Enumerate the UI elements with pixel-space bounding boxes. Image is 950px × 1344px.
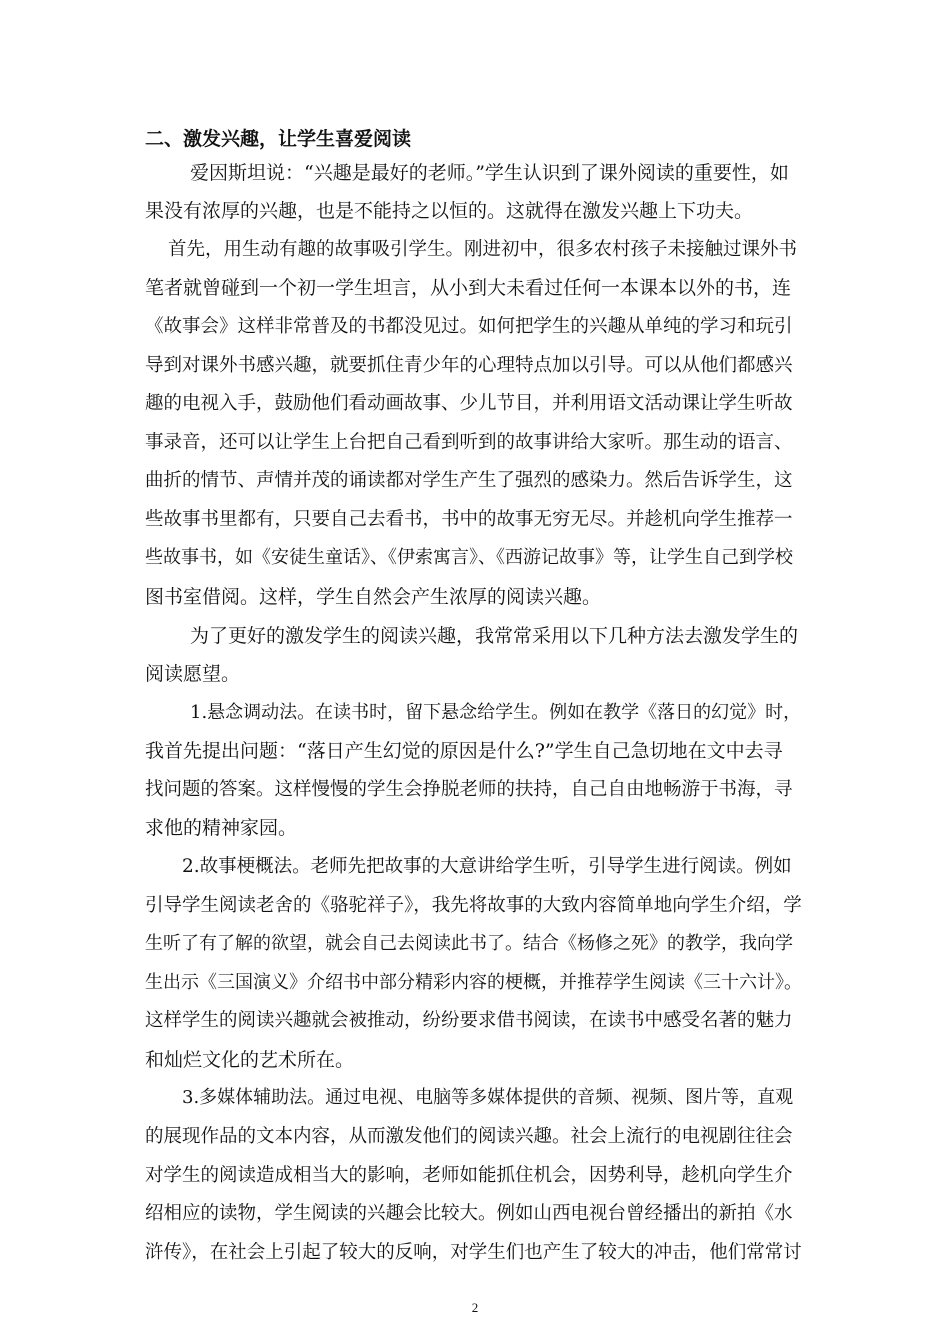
paragraph-line: 浒传》，在社会上引起了较大的反响，对学生们也产生了较大的冲击，他们常常讨 — [145, 1242, 802, 1263]
paragraph-line: 阅读愿望。 — [145, 663, 241, 685]
paragraph-line: 我首先提出问题：“落日产生幻觉的原因是什么?”学生自己急切地在文中去寻 — [145, 740, 783, 762]
paragraph-line: 2.故事梗概法。老师先把故事的大意讲给学生听，引导学生进行阅读。例如 — [182, 856, 792, 877]
paragraph-line: 导到对课外书感兴趣，就要抓住青少年的心理特点加以引导。可以从他们都感兴 — [145, 355, 793, 376]
page-number: 2 — [471, 1300, 479, 1315]
paragraph-line: 趣的电视入手，鼓励他们看动画故事、少儿节目，并利用语文活动课让学生听故 — [145, 393, 793, 414]
paragraph-line: 《故事会》这样非常普及的书都没见过。如何把学生的兴趣从单纯的学习和玩引 — [145, 316, 793, 337]
paragraph-line: 求他的精神家园。 — [145, 817, 298, 839]
paragraph-line: 生出示《三国演义》介绍书中部分精彩内容的梗概，并推荐学生阅读《三十六计》。 — [145, 972, 802, 993]
paragraph-line: 首先，用生动有趣的故事吸引学生。刚进初中，很多农村孩子未接触过课外书 — [168, 239, 798, 260]
paragraph-line: 找问题的答案。这样慢慢的学生会挣脱老师的扶持，自己自由地畅游于书海，寻 — [145, 779, 793, 800]
paragraph-line: 笔者就曾碰到一个初一学生坦言，从小到大未看过任何一本课本以外的书，连 — [145, 277, 792, 299]
paragraph-line: 曲折的情节、声情并茂的诵读都对学生产生了强烈的感染力。然后告诉学生，这 — [145, 470, 793, 491]
paragraph-line: 生听了有了解的欲望，就会自己去阅读此书了。结合《杨修之死》的教学，我向学 — [145, 933, 793, 954]
paragraph-line: 爱因斯坦说：“兴趣是最好的老师。”学生认识到了课外阅读的重要性，如 — [190, 162, 789, 184]
paragraph-line: 引导学生阅读老舍的《骆驼祥子》，我先将故事的大致内容简单地向学生介绍，学 — [145, 895, 802, 916]
paragraph-line: 这样学生的阅读兴趣就会被推动，纷纷要求借书阅读，在读书中感受名著的魅力 — [145, 1010, 793, 1031]
paragraph-line: 些故事书，如《安徒生童话》、《伊索寓言》、《西游记故事》等，让学生自己到学校 — [145, 547, 793, 568]
section-heading: 二、激发兴趣，让学生喜爱阅读 — [145, 128, 412, 150]
paragraph-line: 果没有浓厚的兴趣，也是不能持之以恒的。这就得在激发兴趣上下功夫。 — [145, 200, 754, 222]
paragraph-line: 的展现作品的文本内容，从而激发他们的阅读兴趣。社会上流行的电视剧往往会 — [145, 1126, 793, 1147]
paragraph-line: 为了更好的激发学生的阅读兴趣，我常常采用以下几种方法去激发学生的 — [190, 625, 799, 647]
paragraph-line: 些故事书里都有，只要自己去看书，书中的故事无穷无尽。并趁机向学生推荐一 — [145, 509, 793, 530]
paragraph-line: 图书室借阅。这样，学生自然会产生浓厚的阅读兴趣。 — [145, 586, 602, 608]
paragraph-line: 绍相应的读物，学生阅读的兴趣会比较大。例如山西电视台曾经播出的新拍《水 — [145, 1203, 793, 1224]
paragraph-line: 事录音，还可以让学生上台把自己看到听到的故事讲给大家听。那生动的语言、 — [145, 432, 793, 453]
paragraph-line: 3.多媒体辅助法。通过电视、电脑等多媒体提供的音频、视频、图片等，直观 — [182, 1087, 794, 1108]
paragraph-line: 和灿烂文化的艺术所在。 — [145, 1049, 355, 1071]
paragraph-line: 对学生的阅读造成相当大的影响，老师如能抓住机会，因势利导，趁机向学生介 — [145, 1165, 793, 1186]
paragraph-line: 1.悬念调动法。在读书时，留下悬念给学生。例如在教学《落日的幻觉》时， — [190, 702, 802, 723]
